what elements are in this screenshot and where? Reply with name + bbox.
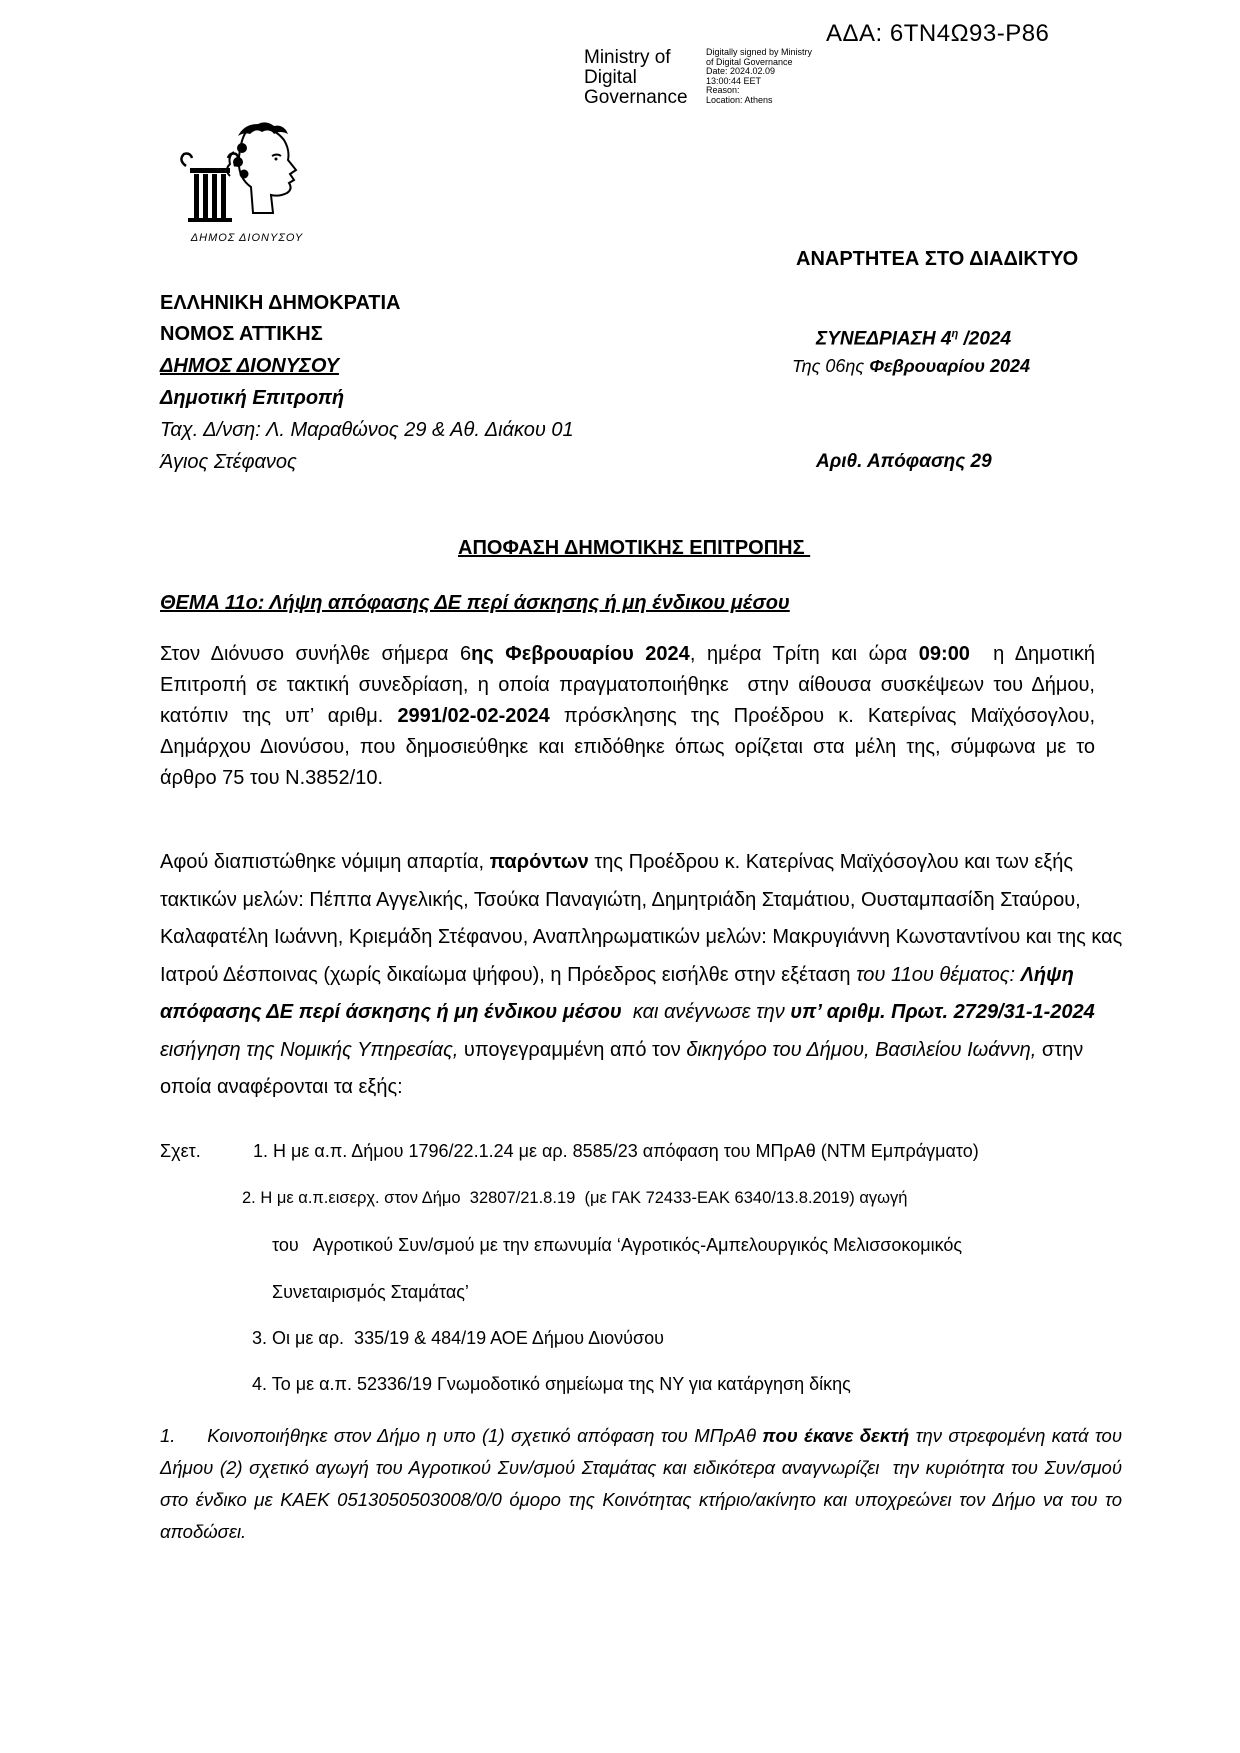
session-prefix: ΣΥΝΕΔΡΙΑΣΗ 4 bbox=[816, 328, 952, 350]
text-run: η Δημοτική Επιτροπή σε τακτική συνεδρίαση, η οποία πραγματοποιήθηκε στην αίθουσα συσκέψεων του Δήμου, κατόπιν της υπ’ αριθμ. bbox=[160, 643, 1101, 727]
header-municipality: ΔΗΜΟΣ ΔΙΟΝΥΣΟΥ bbox=[160, 355, 339, 377]
date-bold: ης Φεβρουαρίου 2024 bbox=[471, 643, 690, 665]
posting-notice: ΑΝΑΡΤΗΤΕΑ ΣΤΟ ΔΙΑΔΙΚΤΥΟ bbox=[796, 248, 1079, 270]
signature-metadata bbox=[706, 48, 812, 105]
text-run: Στον Διόνυσο συνήλθε σήμερα 6 bbox=[160, 643, 472, 665]
point-number: 1. bbox=[160, 1425, 176, 1446]
text-run-italic: δικηγόρο του Δήμου, Βασιλείου Ιωάννη, bbox=[686, 1038, 1037, 1061]
dionysus-head-icon bbox=[172, 122, 322, 232]
text-run-italic: εισήγηση της Νομικής Υπηρεσίας, bbox=[160, 1038, 459, 1061]
signature-meta-line: Location: Athens bbox=[706, 94, 773, 105]
text-run: Κοινοποιήθηκε στον Δήμο η υπο (1) σχετικό απόφαση του ΜΠρΑθ bbox=[175, 1425, 763, 1446]
text-run: στην οποία αναφέρονται τα εξής: bbox=[160, 1038, 1084, 1098]
header-republic: ΕΛΛΗΝΙΚΗ ΔΗΜΟΚΡΑΤΙΑ bbox=[160, 292, 401, 314]
reference-item: 3. Οι με αρ. 335/19 & 484/19 ΑΟΕ Δήμου Διονύσου bbox=[252, 1328, 664, 1348]
session-date-prefix: Της 06ης bbox=[792, 356, 870, 376]
logo-text: ΔΗΜΟΣ ΔΙΟΝΥΣΟΥ bbox=[190, 232, 304, 244]
decision-number: Αριθ. Απόφασης 29 bbox=[816, 451, 992, 472]
signature-meta-line: 13:00:44 EET bbox=[706, 75, 762, 86]
signature-org-line: Governance bbox=[584, 87, 688, 108]
paragraph-quorum bbox=[160, 844, 1128, 1107]
header-address: Ταχ. Δ/νση: Λ. Μαραθώνος 29 & Αθ. Διάκου 01 bbox=[160, 419, 574, 441]
text-run-italic: του 11ου θέματος: bbox=[856, 963, 1021, 986]
reference-item-continuation: του Αγροτικού Συν/σμού με την επωνυμία ‘Αγροτικός-Αμπελουργικός Μελισσοκομικός bbox=[272, 1235, 963, 1255]
signature-meta-line: Date: 2024.02.09 bbox=[706, 66, 776, 76]
invitation-number: 2991/02-02-2024 bbox=[397, 705, 550, 727]
signature-org-line: Digital bbox=[584, 67, 637, 88]
signature-meta-line: Digitally signed by Ministry bbox=[706, 47, 813, 57]
text-run-italic: και ανέγνωσε την bbox=[621, 1001, 791, 1023]
reference-item: 2. Η με α.π.εισερχ. στον Δήμο 32807/21.8.19 (με ΓΑΚ 72433-ΕΑΚ 6340/13.8.2019) αγωγή bbox=[242, 1189, 908, 1207]
signature-organization bbox=[584, 48, 688, 108]
topic-bold-italic: Λήψη απόφασης ΔΕ περί άσκησης ή μη ένδικου μέσου bbox=[160, 963, 1074, 1023]
session-date-bold: Φεβρουαρίου 2024 bbox=[869, 356, 1031, 376]
session-number bbox=[816, 322, 1011, 351]
text-run: Αφού διαπιστώθηκε νόμιμη απαρτία, bbox=[160, 851, 490, 873]
municipality-logo bbox=[172, 122, 322, 252]
text-run: της Προέδρου κ. Κατερίνας Μαϊχόσογλου και των εξής τακτικών μελών: Πέππα Αγγελικής, Τσούκα Παναγιώτη, Δημητριάδη Σταμάτιου, Ουσταμπασίδη Σταύρου, Καλαφατέλη Ιωάννη, Κριεμάδη Στέφανου, Αναπληρωματικών μελών: Μακρυγιάννη Κωνσταντίνου και της κας Ιατρού Δέσποινας (χωρίς δικαίωμα ψήφου), η Πρόεδρος εισήλθε στην εξέταση bbox=[160, 851, 1123, 986]
signature-org-line: Ministry of bbox=[584, 47, 671, 68]
accepted-bold: που έκανε δεκτή bbox=[762, 1425, 910, 1446]
signature-meta-line: of Digital Governance bbox=[706, 56, 793, 67]
document-title: ΑΠΟΦΑΣΗ ΔΗΜΟΤΙΚΗΣ ΕΠΙΤΡΟΠΗΣ bbox=[458, 537, 811, 559]
paragraph-point-1 bbox=[160, 1420, 1128, 1548]
text-run: την στρεφομένη κατά του Δήμου (2) σχετικό αγωγή του Αγροτικού Συν/σμού Σταμάτας και ειδικότερα αναγνωρίζει την κυριότητα του Συν/σμού στο ένδικο με ΚΑΕΚ 0513050503008/0/0 όμορο της Κοινότητας κτήριο/ακίνητο και υποχρεώνει τον Δήμο να του το αποδώσει. bbox=[160, 1425, 1128, 1542]
session-suffix: /2024 bbox=[958, 328, 1012, 350]
reference-item: 1. Η με α.π. Δήμου 1796/22.1.24 με αρ. 8585/23 απόφαση του ΜΠρΑθ (ΝΤΜ Εμπράγματο) bbox=[253, 1141, 979, 1161]
header-town: Άγιος Στέφανος bbox=[160, 451, 297, 473]
subject-line: ΘΕΜΑ 11ο: Λήψη απόφασης ΔΕ περί άσκησης ή μη ένδικου μέσου bbox=[160, 592, 790, 614]
ada-code: ΑΔΑ: 6ΤΝ4Ω93-Ρ86 bbox=[826, 20, 1050, 47]
signature-meta-line: Reason: bbox=[706, 85, 740, 95]
header-committee: Δημοτική Επιτροπή bbox=[160, 387, 345, 409]
present-bold: παρόντων bbox=[489, 851, 589, 873]
time-bold: 09:00 bbox=[918, 643, 970, 665]
references-label: Σχετ. bbox=[160, 1141, 201, 1161]
text-run: υπογεγραμμένη από τον bbox=[458, 1038, 687, 1061]
text-run: , ημέρα Τρίτη και ώρα bbox=[689, 643, 919, 665]
session-date bbox=[792, 354, 1030, 378]
reference-item: 4. Το με α.π. 52336/19 Γνωμοδοτικό σημείωμα της ΝΥ για κατάργηση δίκης bbox=[252, 1374, 851, 1394]
header-prefecture: ΝΟΜΟΣ ΑΤΤΙΚΗΣ bbox=[160, 323, 323, 345]
session-superscript: η bbox=[951, 328, 959, 340]
text-run: πρόσκλησης της Προέδρου κ. Κατερίνας Μαϊχόσογλου, Δημάρχου Διονύσου, που δημοσιεύθηκε και επιδόθηκε όπως ορίζεται στα μέλη της, σύμφωνα με το άρθρο 75 του Ν.3852/10. bbox=[160, 705, 1096, 789]
protocol-bold-italic: υπ’ αριθμ. Πρωτ. 2729/31-1-2024 bbox=[790, 1001, 1095, 1023]
reference-item-continuation: Συνεταιρισμός Σταμάτας’ bbox=[272, 1282, 469, 1302]
paragraph-session-intro bbox=[160, 639, 1101, 794]
